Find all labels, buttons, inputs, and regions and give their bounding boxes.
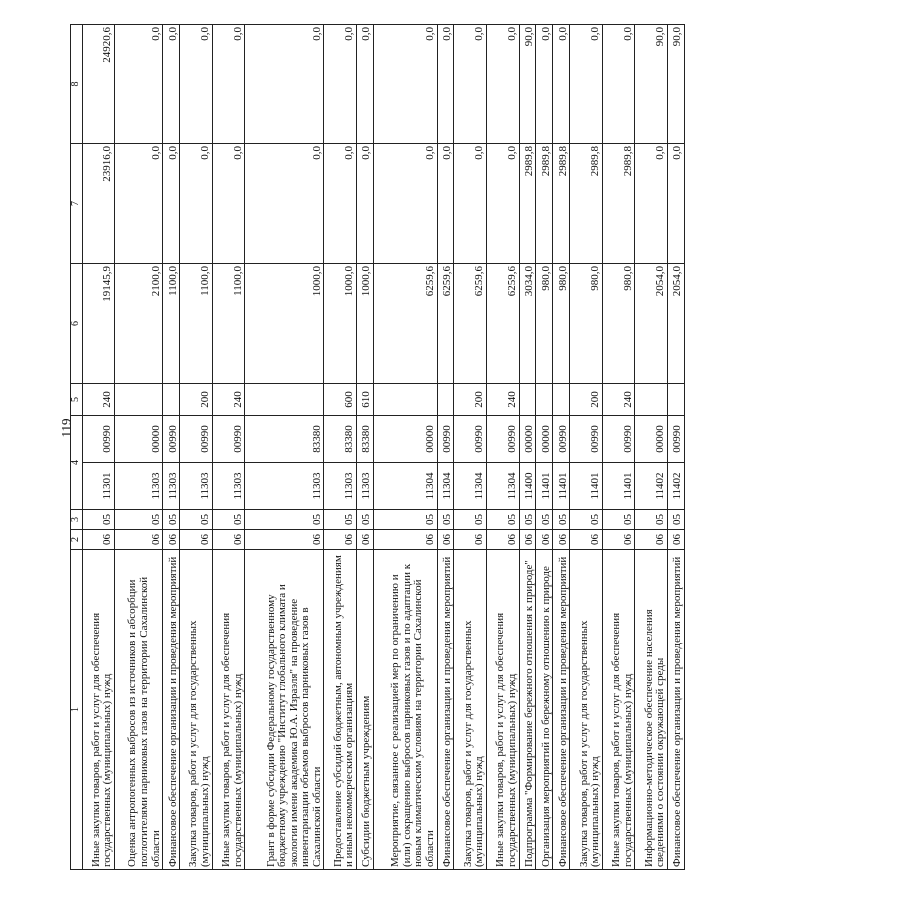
- row-value-cell-c4b: 00000: [115, 416, 163, 463]
- header-cell: 1: [71, 550, 83, 870]
- row-value-cell-c7: 0,0: [180, 144, 213, 264]
- row-value-cell-c6: 1100,0: [212, 264, 245, 384]
- row-value-cell-c4a: 11401: [536, 463, 553, 510]
- row-value-cell-c3: 05: [437, 510, 454, 530]
- row-value-cell-c8: 0,0: [163, 25, 180, 144]
- row-value-cell-c5: 240: [487, 384, 520, 416]
- row-value-cell-c7: 0,0: [212, 144, 245, 264]
- row-name-cell: Оценка антропогенных выбросов из источников и абсорбции поглотителями парниковых газов на территории Сахалинской области: [115, 550, 163, 870]
- row-value-cell-c7: 0,0: [245, 144, 324, 264]
- row-value-cell-c7: 0,0: [163, 144, 180, 264]
- row-name-cell: Иные закупки товаров, работ и услуг для обеспечения государственных (муниципальных) нужд: [82, 550, 115, 870]
- row-value-cell-c2: 06: [602, 530, 635, 550]
- row-value-cell-c4b: 00990: [667, 416, 684, 463]
- row-value-cell-c6: 1100,0: [163, 264, 180, 384]
- row-value-cell-c3: 05: [519, 510, 536, 530]
- row-value-cell-c4a: 11401: [553, 463, 570, 510]
- row-value-cell-c2: 06: [454, 530, 487, 550]
- row-value-cell-c7: 0,0: [115, 144, 163, 264]
- row-value-cell-c7: 0,0: [454, 144, 487, 264]
- table-row: [356, 25, 373, 870]
- row-value-cell-c4b: 83380: [245, 416, 324, 463]
- row-value-cell-c5: 240: [212, 384, 245, 416]
- row-value-cell-c8: 0,0: [454, 25, 487, 144]
- row-value-cell-c4b: 00000: [373, 416, 437, 463]
- row-value-cell-c4b: 00990: [180, 416, 213, 463]
- row-value-cell-c4a: 11304: [373, 463, 437, 510]
- row-value-cell-c6: 6259,6: [487, 264, 520, 384]
- row-value-cell-c2: 06: [487, 530, 520, 550]
- row-value-cell-c4b: 00000: [519, 416, 536, 463]
- row-value-cell-c2: 06: [180, 530, 213, 550]
- row-name-cell: Иные закупки товаров, работ и услуг для обеспечения государственных (муниципальных) нужд: [602, 550, 635, 870]
- table-row: [602, 25, 635, 870]
- row-value-cell-c3: 05: [454, 510, 487, 530]
- row-value-cell-c6: 6259,6: [454, 264, 487, 384]
- row-value-cell-c3: 05: [536, 510, 553, 530]
- row-name-cell: Закупка товаров, работ и услуг для государственных (муниципальных) нужд: [454, 550, 487, 870]
- row-value-cell-c4b: 00990: [212, 416, 245, 463]
- row-name-cell: Закупка товаров, работ и услуг для государственных (муниципальных) нужд: [180, 550, 213, 870]
- row-name-cell: Иные закупки товаров, работ и услуг для обеспечения государственных (муниципальных) нужд: [487, 550, 520, 870]
- row-value-cell-c4a: 11304: [487, 463, 520, 510]
- table-row: [115, 25, 163, 870]
- row-value-cell-c6: 1000,0: [356, 264, 373, 384]
- header-cell: 4: [71, 416, 83, 510]
- page-number: 119: [58, 418, 74, 438]
- row-value-cell-c6: 980,0: [602, 264, 635, 384]
- row-value-cell-c2: 06: [570, 530, 603, 550]
- row-value-cell-c5: [536, 384, 553, 416]
- row-name-cell: Закупка товаров, работ и услуг для государственных (муниципальных) нужд: [570, 550, 603, 870]
- row-value-cell-c6: 6259,6: [437, 264, 454, 384]
- table-row: [245, 25, 324, 870]
- row-value-cell-c5: 200: [454, 384, 487, 416]
- row-value-cell-c4b: 00000: [635, 416, 668, 463]
- table-row: [82, 25, 115, 870]
- row-value-cell-c3: 05: [180, 510, 213, 530]
- row-value-cell-c7: 2989,8: [570, 144, 603, 264]
- row-value-cell-c4b: 83380: [324, 416, 357, 463]
- row-value-cell-c2: 06: [324, 530, 357, 550]
- row-value-cell-c7: 0,0: [356, 144, 373, 264]
- row-value-cell-c2: 06: [82, 530, 115, 550]
- row-value-cell-c7: 2989,8: [553, 144, 570, 264]
- row-value-cell-c6: 2054,0: [635, 264, 668, 384]
- row-value-cell-c4b: 83380: [356, 416, 373, 463]
- table-row: [437, 25, 454, 870]
- header-cell: 6: [71, 264, 83, 384]
- row-value-cell-c8: 0,0: [373, 25, 437, 144]
- row-value-cell-c4b: 00000: [536, 416, 553, 463]
- row-value-cell-c5: 600: [324, 384, 357, 416]
- row-value-cell-c4a: 11401: [602, 463, 635, 510]
- row-name-cell: Грант в форме субсидии Федеральному государственному бюджетному учреждению "Институт глобального климата и экологии имени академика Ю.А. Израэля" на проведение инвентаризации объемов выбросов парниковых газов в Сахалинской области: [245, 550, 324, 870]
- row-value-cell-c8: 0,0: [115, 25, 163, 144]
- row-value-cell-c5: [553, 384, 570, 416]
- row-value-cell-c5: [115, 384, 163, 416]
- header-cell: 8: [71, 25, 83, 144]
- row-value-cell-c5: 240: [602, 384, 635, 416]
- row-value-cell-c4b: 00990: [602, 416, 635, 463]
- row-value-cell-c6: 980,0: [570, 264, 603, 384]
- row-name-cell: Мероприятие, связанное с реализацией мер по ограничению и (или) сокращению выбросов парниковых газов и по адаптации к новым климатическим условиям на территории Сахалинской области: [373, 550, 437, 870]
- row-value-cell-c8: 0,0: [487, 25, 520, 144]
- row-value-cell-c2: 06: [356, 530, 373, 550]
- row-value-cell-c8: 0,0: [356, 25, 373, 144]
- row-value-cell-c4a: 11304: [454, 463, 487, 510]
- row-value-cell-c6: 1000,0: [324, 264, 357, 384]
- row-value-cell-c8: 0,0: [553, 25, 570, 144]
- row-value-cell-c5: [635, 384, 668, 416]
- table-row: [570, 25, 603, 870]
- row-value-cell-c2: 06: [667, 530, 684, 550]
- row-value-cell-c3: 05: [553, 510, 570, 530]
- table-row: [180, 25, 213, 870]
- row-value-cell-c8: 0,0: [536, 25, 553, 144]
- row-value-cell-c4a: 11303: [180, 463, 213, 510]
- row-value-cell-c5: [245, 384, 324, 416]
- rotated-page: [70, 27, 915, 870]
- row-value-cell-c8: 0,0: [212, 25, 245, 144]
- row-name-cell: Субсидии бюджетным учреждениям: [356, 550, 373, 870]
- row-value-cell-c5: [373, 384, 437, 416]
- row-value-cell-c6: 6259,6: [373, 264, 437, 384]
- row-value-cell-c2: 06: [212, 530, 245, 550]
- row-value-cell-c2: 06: [553, 530, 570, 550]
- row-value-cell-c7: 0,0: [373, 144, 437, 264]
- row-value-cell-c4a: 11402: [667, 463, 684, 510]
- table-row: [487, 25, 520, 870]
- row-value-cell-c4b: 00990: [437, 416, 454, 463]
- row-value-cell-c4a: 11303: [115, 463, 163, 510]
- row-value-cell-c3: 05: [163, 510, 180, 530]
- row-value-cell-c7: 0,0: [635, 144, 668, 264]
- table-row: [553, 25, 570, 870]
- row-value-cell-c4a: 11303: [245, 463, 324, 510]
- row-value-cell-c2: 06: [519, 530, 536, 550]
- row-value-cell-c8: 0,0: [437, 25, 454, 144]
- row-value-cell-c3: 05: [212, 510, 245, 530]
- row-value-cell-c4a: 11303: [324, 463, 357, 510]
- header-cell: 2: [71, 530, 83, 550]
- table-row: [324, 25, 357, 870]
- row-value-cell-c6: 2100,0: [115, 264, 163, 384]
- row-value-cell-c5: [163, 384, 180, 416]
- row-value-cell-c2: 06: [536, 530, 553, 550]
- row-value-cell-c3: 05: [82, 510, 115, 530]
- row-value-cell-c3: 05: [245, 510, 324, 530]
- row-name-cell: Финансовое обеспечение организации и проведения мероприятий: [553, 550, 570, 870]
- row-value-cell-c4b: 00990: [163, 416, 180, 463]
- row-value-cell-c2: 06: [245, 530, 324, 550]
- row-name-cell: Предоставление субсидий бюджетным, автономным учреждениям и иным некоммерческим организациям: [324, 550, 357, 870]
- row-value-cell-c8: 90,0: [519, 25, 536, 144]
- row-name-cell: Финансовое обеспечение организации и проведения мероприятий: [437, 550, 454, 870]
- row-value-cell-c2: 06: [373, 530, 437, 550]
- row-value-cell-c8: 0,0: [602, 25, 635, 144]
- row-value-cell-c7: 23916,0: [82, 144, 115, 264]
- row-value-cell-c4b: 00990: [454, 416, 487, 463]
- row-value-cell-c2: 06: [115, 530, 163, 550]
- row-value-cell-c6: 1100,0: [180, 264, 213, 384]
- row-value-cell-c3: 05: [635, 510, 668, 530]
- row-value-cell-c4b: 00990: [570, 416, 603, 463]
- table-row: [667, 25, 684, 870]
- table-row: [454, 25, 487, 870]
- header-cell: 5: [71, 384, 83, 416]
- row-value-cell-c3: 05: [356, 510, 373, 530]
- header-cell: 3: [71, 510, 83, 530]
- table-row: [373, 25, 437, 870]
- row-value-cell-c8: 90,0: [635, 25, 668, 144]
- row-value-cell-c5: 610: [356, 384, 373, 416]
- row-value-cell-c6: 19145,9: [82, 264, 115, 384]
- row-value-cell-c7: 0,0: [437, 144, 454, 264]
- row-value-cell-c4b: 00990: [487, 416, 520, 463]
- row-value-cell-c4a: 11304: [437, 463, 454, 510]
- row-value-cell-c8: 24920,6: [82, 25, 115, 144]
- row-name-cell: Информационно-методическое обеспечение населения сведениями о состоянии окружающей среды: [635, 550, 668, 870]
- row-value-cell-c7: 2989,8: [536, 144, 553, 264]
- row-value-cell-c3: 05: [373, 510, 437, 530]
- row-value-cell-c4a: 11301: [82, 463, 115, 510]
- row-value-cell-c4a: 11303: [163, 463, 180, 510]
- row-value-cell-c2: 06: [437, 530, 454, 550]
- header-cell: 7: [71, 144, 83, 264]
- row-value-cell-c8: 0,0: [245, 25, 324, 144]
- row-value-cell-c8: 90,0: [667, 25, 684, 144]
- row-value-cell-c5: [667, 384, 684, 416]
- row-value-cell-c5: [437, 384, 454, 416]
- row-name-cell: Организация мероприятий по бережному отношению к природе: [536, 550, 553, 870]
- row-value-cell-c6: 980,0: [553, 264, 570, 384]
- row-value-cell-c4a: 11303: [356, 463, 373, 510]
- row-value-cell-c7: 0,0: [324, 144, 357, 264]
- row-value-cell-c5: 200: [180, 384, 213, 416]
- row-value-cell-c4b: 00990: [553, 416, 570, 463]
- table-row: [212, 25, 245, 870]
- row-value-cell-c3: 05: [324, 510, 357, 530]
- row-value-cell-c7: 2989,8: [519, 144, 536, 264]
- row-value-cell-c4a: 11303: [212, 463, 245, 510]
- row-value-cell-c3: 05: [667, 510, 684, 530]
- table-row: [519, 25, 536, 870]
- row-value-cell-c4a: 11402: [635, 463, 668, 510]
- row-name-cell: Иные закупки товаров, работ и услуг для обеспечения государственных (муниципальных) нужд: [212, 550, 245, 870]
- row-value-cell-c8: 0,0: [570, 25, 603, 144]
- table-row: [635, 25, 668, 870]
- row-name-cell: Финансовое обеспечение организации и проведения мероприятий: [163, 550, 180, 870]
- row-value-cell-c3: 05: [487, 510, 520, 530]
- table-row: [163, 25, 180, 870]
- row-value-cell-c4a: 11401: [570, 463, 603, 510]
- row-value-cell-c6: 2054,0: [667, 264, 684, 384]
- row-value-cell-c4a: 11400: [519, 463, 536, 510]
- row-name-cell: Подпрограмма "Формирование бережного отношения к природе": [519, 550, 536, 870]
- header-row: [71, 25, 83, 870]
- row-name-cell: Финансовое обеспечение организации и проведения мероприятий: [667, 550, 684, 870]
- row-value-cell-c3: 05: [115, 510, 163, 530]
- row-value-cell-c7: 0,0: [667, 144, 684, 264]
- row-value-cell-c7: 2989,8: [602, 144, 635, 264]
- budget-table: [70, 24, 685, 870]
- row-value-cell-c3: 05: [602, 510, 635, 530]
- row-value-cell-c8: 0,0: [180, 25, 213, 144]
- row-value-cell-c5: 240: [82, 384, 115, 416]
- row-value-cell-c8: 0,0: [324, 25, 357, 144]
- row-value-cell-c7: 0,0: [487, 144, 520, 264]
- row-value-cell-c5: [519, 384, 536, 416]
- row-value-cell-c3: 05: [570, 510, 603, 530]
- row-value-cell-c2: 06: [635, 530, 668, 550]
- row-value-cell-c5: 200: [570, 384, 603, 416]
- row-value-cell-c6: 980,0: [536, 264, 553, 384]
- row-value-cell-c6: 3034,0: [519, 264, 536, 384]
- row-value-cell-c4b: 00990: [82, 416, 115, 463]
- row-value-cell-c2: 06: [163, 530, 180, 550]
- table-row: [536, 25, 553, 870]
- row-value-cell-c6: 1000,0: [245, 264, 324, 384]
